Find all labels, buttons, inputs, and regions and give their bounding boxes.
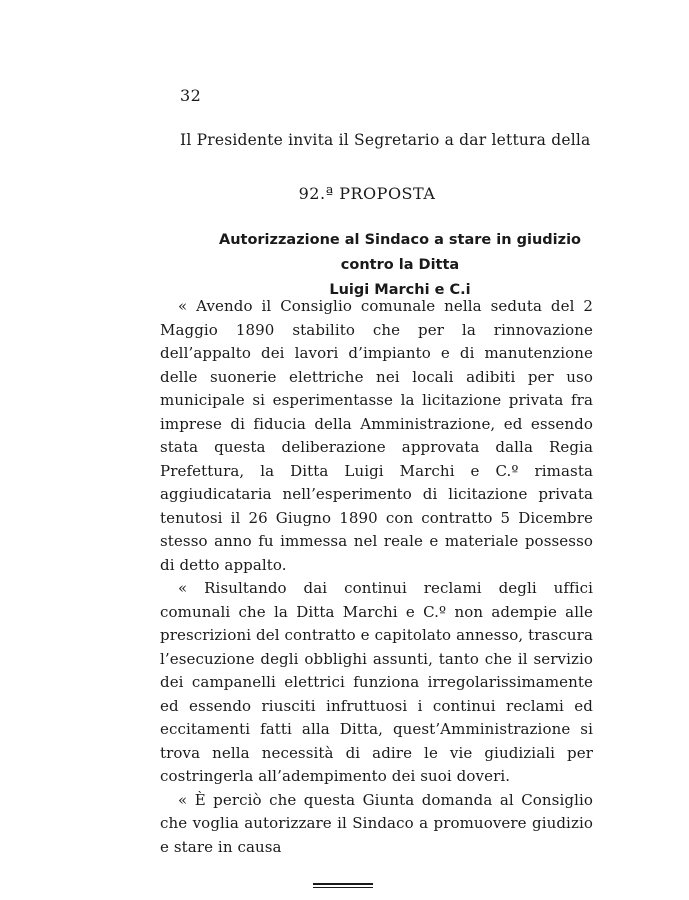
proposal-subject — [200, 228, 600, 303]
subject-line-2: Luigi Marchi e C.i — [329, 282, 471, 298]
proposal-heading: 92.ª PROPOSTA — [298, 184, 436, 203]
paragraph-3: « È perciò che questa Giunta domanda al Consiglio che voglia autorizzare il Sindaco a promuovere giudizio e stare in causa — [160, 790, 593, 856]
subject-line-1: Autorizzazione al Sindaco a stare in giudizio contro la Ditta — [218, 232, 582, 273]
intro-line: Il Presidente invita il Segretario a dar lettura della — [180, 131, 591, 149]
paragraph-1: « Avendo il Consiglio comunale nella seduta del 2 Maggio 1890 stabilito che per la rinnovazione dell’appalto dei lavori d’impianto e di manutenzione delle suonerie elettriche nei locali adibiti per uso municipale si esperimentasse la licitazione privata fra imprese di fiducia della Amministrazione, ed essendo stata questa deliberazione approvata dalla Regia Prefettura, la Ditta Luigi Marchi e C.º rimasta aggiudicataria nell’esperimento di licitazione privata tenutosi il 26 Giugno 1890 con contratto 5 Dicembre stesso anno fu immessa nel reale e materiale possesso di detto appalto. — [160, 297, 593, 574]
paragraph-2: « Risultando dai continui reclami degli uffici comunali che la Ditta Marchi e C.º non adempie alle prescrizioni del contratto e capitolato annesso, trascura l’esecuzione degli obblighi assunti, tanto che il servizio dei campanelli elettrici funziona irregolarissimamente ed essendo riusciti infruttuosi i continui reclami ed eccitamenti fatti alla Ditta, quest’Amministrazione si trova nella necessità di adire le vie giudiziali per costringerla all’adempimento dei suoi doveri. — [160, 579, 593, 785]
body-text — [160, 295, 593, 859]
footer-rule — [313, 883, 373, 888]
page-number: 32 — [180, 86, 202, 105]
